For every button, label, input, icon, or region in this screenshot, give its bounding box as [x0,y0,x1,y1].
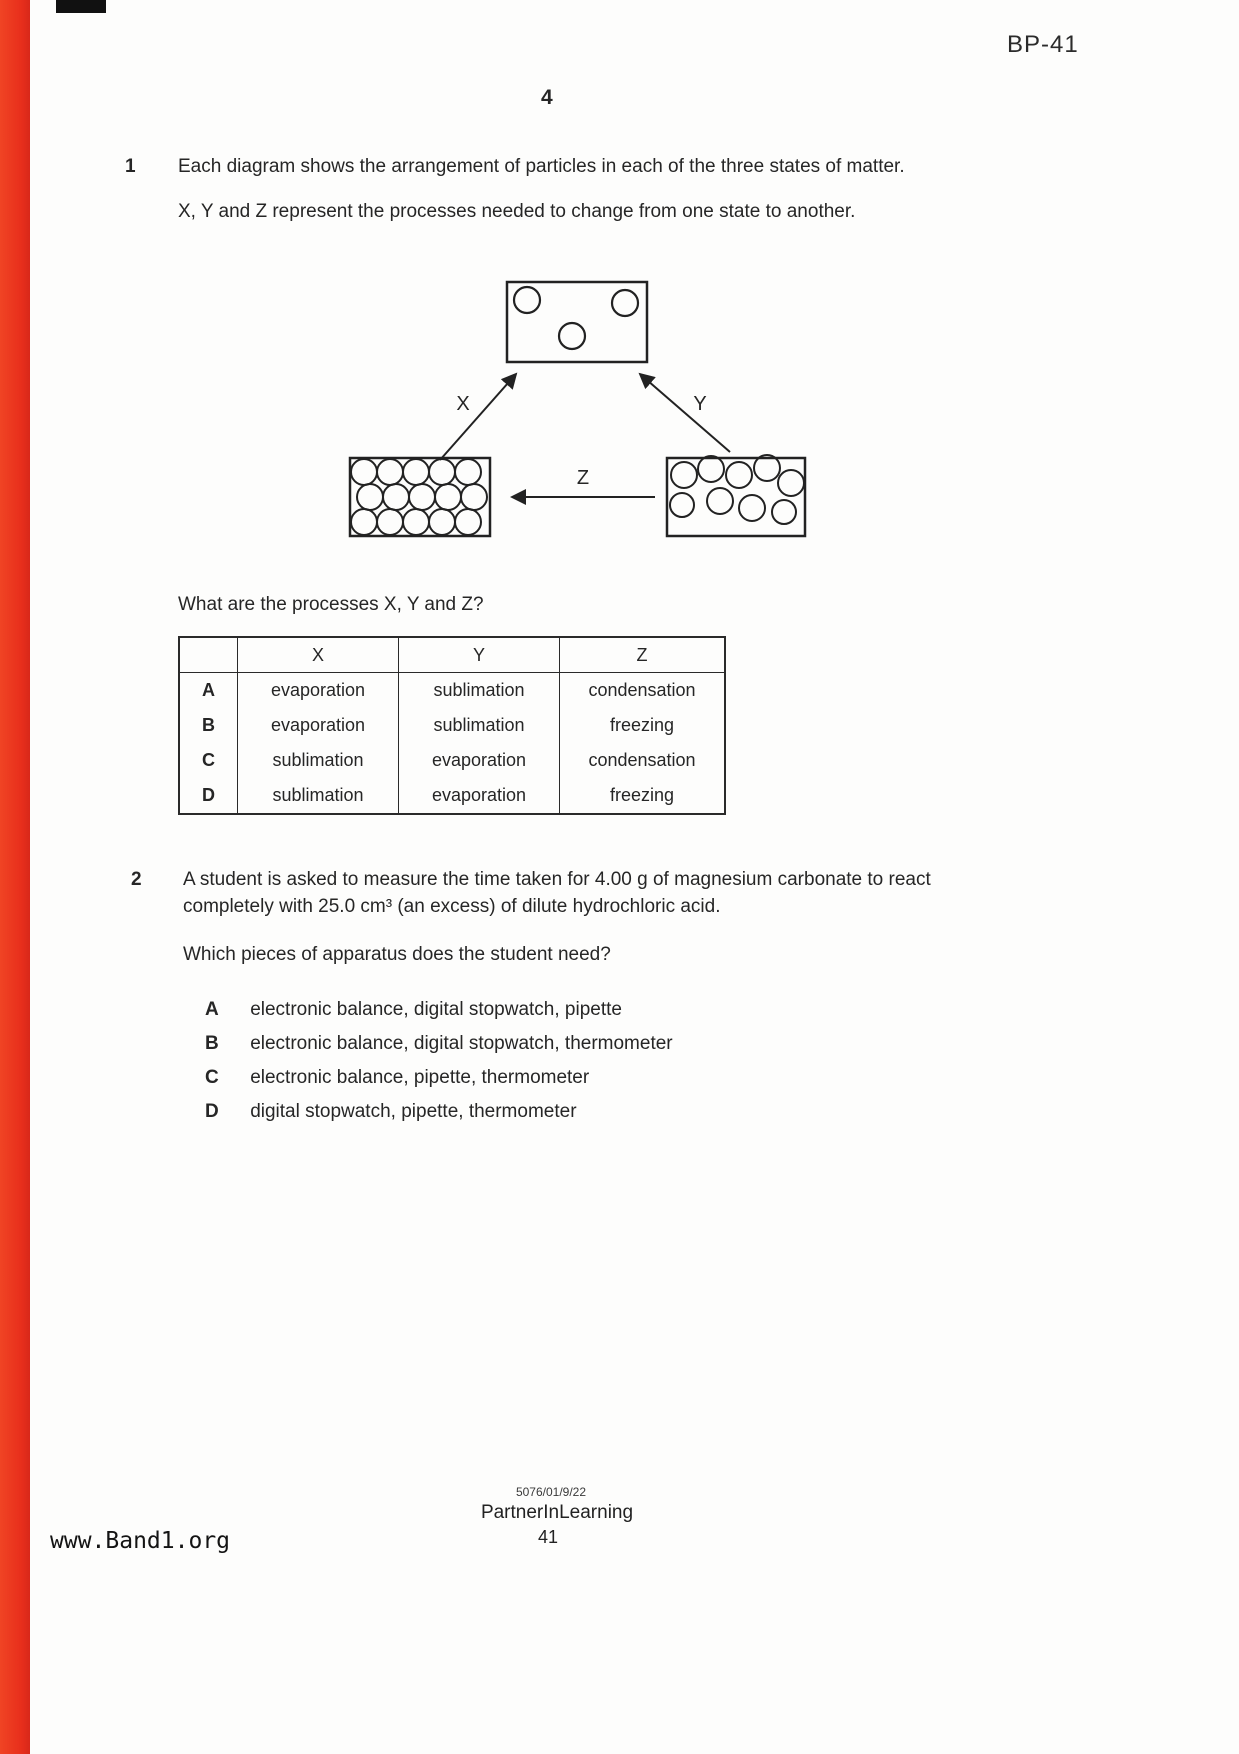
option-letter: C [179,743,238,778]
option-letter: A [179,673,238,709]
header-y: Y [399,637,560,673]
question2-intro-line1: A student is asked to measure the time taken for 4.00 g of magnesium carbonate to react [183,869,931,890]
cell-z: condensation [560,743,726,778]
option-letter: D [179,778,238,814]
liquid-box [667,455,805,536]
watermark-url: www.Band1.org [50,1528,231,1554]
question1-intro-line1: Each diagram shows the arrangement of particles in each of the three states of matter. [178,156,905,177]
cell-x: sublimation [238,778,399,814]
table-row [179,778,725,814]
diagram-label-z: Z [576,467,590,489]
header-empty [179,637,238,673]
states-of-matter-diagram [340,270,820,570]
answer-option [205,1101,577,1123]
cell-z: freezing [560,708,726,743]
scan-artifact [56,0,106,13]
scan-edge-strip [0,0,30,1754]
footer-paper-code: 5076/01/9/22 [515,1485,587,1499]
answer-table [178,636,726,815]
option-letter: A [205,999,219,1020]
cell-y: evaporation [399,743,560,778]
cell-z: freezing [560,778,726,814]
question1-intro-line2: X, Y and Z represent the processes needed to change from one state to another. [178,201,856,222]
arrow-x-solid-to-gas [440,374,516,460]
cell-z: condensation [560,673,726,709]
gas-box [507,282,647,362]
table-row [179,743,725,778]
cell-y: sublimation [399,708,560,743]
footer-page-number: 41 [537,1527,559,1547]
solid-box [350,458,490,536]
cell-x: sublimation [238,743,399,778]
page-number-top: 4 [541,86,553,109]
option-letter: B [179,708,238,743]
footer-brand: PartnerInLearning [480,1502,634,1523]
cell-x: evaporation [238,673,399,709]
table-row [179,673,725,709]
cell-x: evaporation [238,708,399,743]
answer-option [205,1067,589,1089]
cell-y: evaporation [399,778,560,814]
question1-prompt: What are the processes X, Y and Z? [178,594,484,615]
header-z: Z [560,637,726,673]
answer-option [205,999,622,1021]
question2-number: 2 [131,869,142,890]
arrow-y-liquid-to-gas [640,374,730,452]
option-text: digital stopwatch, pipette, thermometer [250,1101,577,1122]
table-row [179,708,725,743]
paper-reference-code: BP-41 [1007,31,1079,58]
answer-option [205,1033,673,1055]
option-letter: B [205,1033,219,1054]
diagram-label-y: Y [693,393,707,415]
option-letter: D [205,1101,219,1122]
option-text: electronic balance, digital stopwatch, thermometer [250,1033,673,1054]
header-x: X [238,637,399,673]
question1-number: 1 [125,156,136,177]
table-header-row [179,637,725,673]
question2-prompt: Which pieces of apparatus does the student need? [183,944,611,965]
cell-y: sublimation [399,673,560,709]
diagram-label-x: X [456,393,470,415]
option-text: electronic balance, digital stopwatch, pipette [250,999,622,1020]
option-text: electronic balance, pipette, thermometer [250,1067,590,1088]
question2-intro-line2: completely with 25.0 cm³ (an excess) of dilute hydrochloric acid. [183,896,721,917]
option-letter: C [205,1067,219,1088]
